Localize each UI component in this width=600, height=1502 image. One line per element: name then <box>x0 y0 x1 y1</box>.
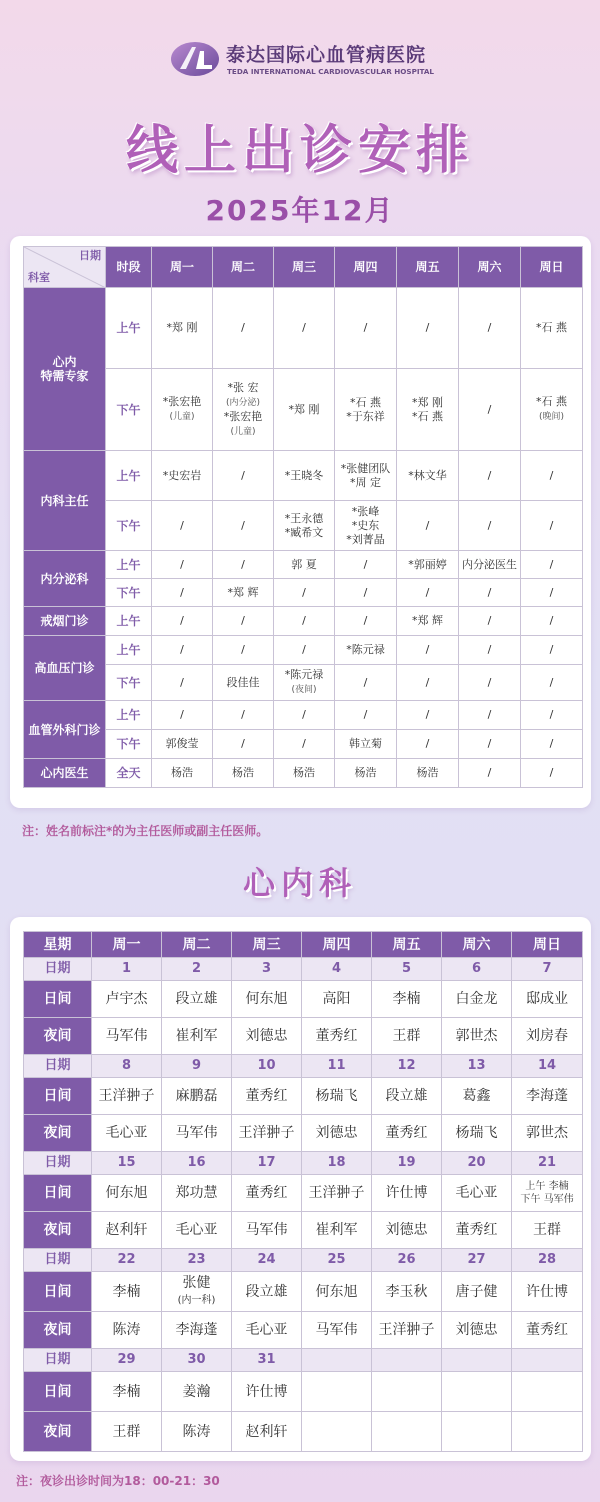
night-shift-cell: 刘房春 <box>512 1018 583 1055</box>
schedule-cell: / <box>152 551 213 579</box>
date-cell: 7 <box>512 958 583 981</box>
night-shift-cell: 崔利军 <box>302 1212 372 1249</box>
day-shift-cell: 段立雄 <box>162 981 232 1018</box>
day-shift-cell: 何东旭 <box>232 981 302 1018</box>
schedule-cell: / <box>274 636 335 665</box>
schedule-cell: 内分泌医生 <box>459 551 521 579</box>
night-shift-cell: 王洋翀子 <box>372 1312 442 1349</box>
night-shift-cell <box>512 1412 583 1452</box>
day-shift-cell: 卢宇杰 <box>92 981 162 1018</box>
period-label: 上午 <box>106 451 152 501</box>
date-cell: 8 <box>92 1055 162 1078</box>
date-cell: 11 <box>302 1055 372 1078</box>
night-shift-label: 夜间 <box>24 1115 92 1152</box>
dept-name: 心内医生 <box>24 759 106 788</box>
period-label: 下午 <box>106 369 152 451</box>
day-shift-cell: 何东旭 <box>92 1175 162 1212</box>
schedule-cell: *石 燕 *于东祥 <box>335 369 397 451</box>
date-cell <box>302 1349 372 1372</box>
day-shift-cell: 张健 (内一科) <box>162 1272 232 1312</box>
schedule-cell: / <box>213 701 274 730</box>
schedule-cell: *张 宏 (内分泌) *张宏艳 (儿童) <box>213 369 274 451</box>
day-header: 周二 <box>213 247 274 288</box>
period-label: 下午 <box>106 730 152 759</box>
day-shift-cell: 段立雄 <box>372 1078 442 1115</box>
day-header: 周日 <box>521 247 583 288</box>
doctor-title-note: 注：姓名前标注*的为主任医师或副主任医师。 <box>22 824 269 838</box>
schedule-cell: / <box>459 607 521 636</box>
schedule-cell: 杨浩 <box>213 759 274 788</box>
date-cell: 15 <box>92 1152 162 1175</box>
schedule-cell: / <box>397 730 459 759</box>
day-shift-cell: 李玉秋 <box>372 1272 442 1312</box>
schedule-cell: *林文华 <box>397 451 459 501</box>
schedule-cell: / <box>335 665 397 701</box>
day-shift-cell <box>512 1372 583 1412</box>
night-shift-cell: 王群 <box>512 1212 583 1249</box>
period-label: 上午 <box>106 701 152 730</box>
schedule-cell: *石 燕 (晚间) <box>521 369 583 451</box>
weekday-header: 周六 <box>442 932 512 958</box>
schedule-cell: *郑 辉 <box>213 579 274 607</box>
day-shift-cell: 高阳 <box>302 981 372 1018</box>
period-label: 上午 <box>106 607 152 636</box>
period-label: 上午 <box>106 636 152 665</box>
schedule-cell: / <box>521 579 583 607</box>
night-shift-cell <box>442 1412 512 1452</box>
date-row-label: 日期 <box>24 1055 92 1078</box>
day-header: 周三 <box>274 247 335 288</box>
day-shift-cell: 唐子健 <box>442 1272 512 1312</box>
schedule-cell: / <box>459 579 521 607</box>
day-shift-cell: 王洋翀子 <box>92 1078 162 1115</box>
date-cell: 31 <box>232 1349 302 1372</box>
dept-name: 内科主任 <box>24 451 106 551</box>
schedule-cell: *王晓冬 <box>274 451 335 501</box>
night-shift-cell: 王洋翀子 <box>232 1115 302 1152</box>
dept-name: 心内 特需专家 <box>24 288 106 451</box>
night-shift-cell: 刘德忠 <box>442 1312 512 1349</box>
schedule-cell: *张健团队 *周 定 <box>335 451 397 501</box>
weekday-header: 周五 <box>372 932 442 958</box>
night-shift-label: 夜间 <box>24 1312 92 1349</box>
schedule-cell: 韩立菊 <box>335 730 397 759</box>
day-shift-label: 日间 <box>24 1272 92 1312</box>
date-cell: 9 <box>162 1055 232 1078</box>
schedule-cell: / <box>459 759 521 788</box>
day-shift-cell: 李海蓬 <box>512 1078 583 1115</box>
day-shift-cell: 许仕博 <box>232 1372 302 1412</box>
date-cell: 6 <box>442 958 512 981</box>
date-cell: 29 <box>92 1349 162 1372</box>
period-header: 时段 <box>106 247 152 288</box>
day-shift-cell: 麻鹏磊 <box>162 1078 232 1115</box>
schedule-cell: / <box>152 501 213 551</box>
date-cell: 28 <box>512 1249 583 1272</box>
hospital-logo-icon <box>170 41 220 77</box>
schedule-cell: / <box>335 701 397 730</box>
date-row-label: 日期 <box>24 1249 92 1272</box>
schedule-cell: / <box>213 636 274 665</box>
day-shift-cell <box>442 1372 512 1412</box>
period-label: 下午 <box>106 665 152 701</box>
night-shift-label: 夜间 <box>24 1212 92 1249</box>
weekday-header: 周三 <box>232 932 302 958</box>
schedule-cell: / <box>521 551 583 579</box>
date-cell <box>442 1349 512 1372</box>
schedule-cell: / <box>213 451 274 501</box>
day-shift-cell: 邸成业 <box>512 981 583 1018</box>
date-cell: 27 <box>442 1249 512 1272</box>
day-shift-label: 日间 <box>24 981 92 1018</box>
corner-dept-label: 科室 <box>28 271 50 284</box>
schedule-cell: / <box>335 579 397 607</box>
night-shift-cell: 杨瑞飞 <box>442 1115 512 1152</box>
schedule-cell: *郭丽婷 <box>397 551 459 579</box>
schedule-cell: *郑 刚 *石 燕 <box>397 369 459 451</box>
month-label: 2025年12月 <box>205 194 395 227</box>
night-shift-cell: 赵利轩 <box>92 1212 162 1249</box>
night-shift-cell <box>302 1412 372 1452</box>
hospital-header <box>0 38 600 82</box>
period-label: 全天 <box>106 759 152 788</box>
date-cell: 12 <box>372 1055 442 1078</box>
day-shift-cell: 何东旭 <box>302 1272 372 1312</box>
schedule-cell: / <box>521 451 583 501</box>
schedule-cell: / <box>213 607 274 636</box>
day-shift-cell: 许仕博 <box>372 1175 442 1212</box>
schedule-cell: 杨浩 <box>397 759 459 788</box>
night-shift-cell: 董秀红 <box>442 1212 512 1249</box>
dept-name: 内分泌科 <box>24 551 106 607</box>
period-label: 下午 <box>106 501 152 551</box>
schedule-cell: / <box>274 730 335 759</box>
day-shift-label: 日间 <box>24 1078 92 1115</box>
schedule-cell: 郭俊莹 <box>152 730 213 759</box>
schedule-cell: / <box>152 665 213 701</box>
period-label: 上午 <box>106 551 152 579</box>
day-shift-cell: 董秀红 <box>232 1078 302 1115</box>
schedule-cell: *石 燕 <box>521 288 583 369</box>
duty-card <box>10 917 591 1461</box>
night-shift-cell: 马军伟 <box>232 1212 302 1249</box>
date-cell: 25 <box>302 1249 372 1272</box>
schedule-cell: / <box>397 701 459 730</box>
day-shift-cell: 段立雄 <box>232 1272 302 1312</box>
night-shift-cell: 崔利军 <box>162 1018 232 1055</box>
night-shift-cell: 马军伟 <box>162 1115 232 1152</box>
day-shift-cell <box>372 1372 442 1412</box>
schedule-cell: / <box>459 636 521 665</box>
schedule-cell: / <box>459 501 521 551</box>
night-shift-cell: 刘德忠 <box>302 1115 372 1152</box>
schedule-cell: / <box>152 607 213 636</box>
night-shift-cell: 毛心亚 <box>92 1115 162 1152</box>
date-cell: 22 <box>92 1249 162 1272</box>
night-shift-cell: 郭世杰 <box>512 1115 583 1152</box>
schedule-cell: *陈元禄 (夜间) <box>274 665 335 701</box>
day-shift-cell: 董秀红 <box>232 1175 302 1212</box>
day-shift-cell: 葛鑫 <box>442 1078 512 1115</box>
night-shift-cell: 马军伟 <box>302 1312 372 1349</box>
date-cell: 24 <box>232 1249 302 1272</box>
schedule-cell: *史宏岩 <box>152 451 213 501</box>
date-cell: 14 <box>512 1055 583 1078</box>
night-shift-cell: 王群 <box>92 1412 162 1452</box>
night-shift-cell: 赵利轩 <box>232 1412 302 1452</box>
day-shift-cell: 李楠 <box>92 1272 162 1312</box>
schedule-cell: / <box>459 288 521 369</box>
schedule-cell: / <box>335 551 397 579</box>
day-shift-label: 日间 <box>24 1372 92 1412</box>
schedule-cell: / <box>459 665 521 701</box>
corner-date-label: 日期 <box>79 249 101 262</box>
day-header: 周六 <box>459 247 521 288</box>
dept-name: 高血压门诊 <box>24 636 106 701</box>
schedule-cell: / <box>397 579 459 607</box>
day-shift-cell: 毛心亚 <box>442 1175 512 1212</box>
schedule-cell: *郑 刚 <box>152 288 213 369</box>
date-cell: 23 <box>162 1249 232 1272</box>
weekday-header: 周日 <box>512 932 583 958</box>
schedule-cell: / <box>213 501 274 551</box>
section-title: 心内科 <box>242 864 357 902</box>
schedule-cell: / <box>521 665 583 701</box>
day-shift-cell: 杨瑞飞 <box>302 1078 372 1115</box>
schedule-cell: / <box>397 665 459 701</box>
schedule-cell: 郭 夏 <box>274 551 335 579</box>
night-shift-cell: 刘德忠 <box>232 1018 302 1055</box>
day-header: 周五 <box>397 247 459 288</box>
night-shift-cell: 毛心亚 <box>232 1312 302 1349</box>
schedule-cell: *张宏艳 (儿童) <box>152 369 213 451</box>
night-shift-label: 夜间 <box>24 1412 92 1452</box>
period-label: 上午 <box>106 288 152 369</box>
date-cell: 3 <box>232 958 302 981</box>
night-shift-cell: 陈涛 <box>162 1412 232 1452</box>
schedule-cell: / <box>397 636 459 665</box>
night-shift-cell: 毛心亚 <box>162 1212 232 1249</box>
schedule-cell: 杨浩 <box>335 759 397 788</box>
night-shift-label: 夜间 <box>24 1018 92 1055</box>
day-shift-cell <box>302 1372 372 1412</box>
day-shift-cell: 上午 李楠 下午 马军伟 <box>512 1175 583 1212</box>
schedule-cell: / <box>459 730 521 759</box>
duty-roster-table <box>23 931 583 1452</box>
schedule-cell: / <box>335 288 397 369</box>
schedule-cell: / <box>521 607 583 636</box>
week-header: 星期 <box>24 932 92 958</box>
day-shift-cell: 王洋翀子 <box>302 1175 372 1212</box>
schedule-cell: / <box>459 369 521 451</box>
day-header: 周四 <box>335 247 397 288</box>
date-cell: 2 <box>162 958 232 981</box>
date-row-label: 日期 <box>24 1349 92 1372</box>
date-cell: 1 <box>92 958 162 981</box>
schedule-cell: / <box>521 759 583 788</box>
schedule-cell: / <box>274 701 335 730</box>
day-shift-cell: 许仕博 <box>512 1272 583 1312</box>
day-shift-cell: 郑功慧 <box>162 1175 232 1212</box>
schedule-cell: / <box>274 607 335 636</box>
schedule-cell: / <box>152 701 213 730</box>
schedule-cell: 杨浩 <box>274 759 335 788</box>
schedule-cell: *陈元禄 <box>335 636 397 665</box>
schedule-cell: / <box>335 607 397 636</box>
schedule-cell: *王永德 *臧希文 <box>274 501 335 551</box>
night-shift-cell: 李海蓬 <box>162 1312 232 1349</box>
schedule-cell: / <box>459 701 521 730</box>
day-shift-cell: 白金龙 <box>442 981 512 1018</box>
hospital-name: 泰达国际心血管病医院 <box>226 44 427 66</box>
schedule-cell: / <box>459 451 521 501</box>
night-shift-cell: 陈涛 <box>92 1312 162 1349</box>
page-title: 线上出诊安排 <box>125 121 474 181</box>
schedule-cell: / <box>213 288 274 369</box>
date-cell: 13 <box>442 1055 512 1078</box>
period-label: 下午 <box>106 579 152 607</box>
schedule-cell: / <box>152 579 213 607</box>
night-shift-cell: 董秀红 <box>372 1115 442 1152</box>
weekday-header: 周四 <box>302 932 372 958</box>
schedule-cell: *张峰 *史东 *刘菁晶 <box>335 501 397 551</box>
date-row-label: 日期 <box>24 958 92 981</box>
schedule-cell: 段佳佳 <box>213 665 274 701</box>
outpatient-schedule-table <box>23 246 583 788</box>
night-shift-cell: 刘德忠 <box>372 1212 442 1249</box>
date-cell: 26 <box>372 1249 442 1272</box>
schedule-cell: / <box>274 579 335 607</box>
date-cell: 4 <box>302 958 372 981</box>
day-header: 周一 <box>152 247 213 288</box>
date-cell: 16 <box>162 1152 232 1175</box>
night-clinic-note: 注：夜诊出诊时间为18：00-21：30 <box>16 1474 220 1488</box>
schedule-cell: 杨浩 <box>152 759 213 788</box>
schedule-cell: / <box>521 501 583 551</box>
schedule-cell: / <box>213 730 274 759</box>
schedule-cell: / <box>397 501 459 551</box>
date-cell: 20 <box>442 1152 512 1175</box>
dept-name: 戒烟门诊 <box>24 607 106 636</box>
date-cell <box>512 1349 583 1372</box>
schedule-cell: / <box>397 288 459 369</box>
date-cell: 5 <box>372 958 442 981</box>
date-cell: 19 <box>372 1152 442 1175</box>
schedule-cell: / <box>152 636 213 665</box>
date-cell <box>372 1349 442 1372</box>
night-shift-cell: 王群 <box>372 1018 442 1055</box>
schedule-cell: / <box>521 701 583 730</box>
schedule-cell: *郑 辉 <box>397 607 459 636</box>
schedule-cell: / <box>521 730 583 759</box>
hospital-english-name: TEDA INTERNATIONAL CARDIOVASCULAR HOSPITAL <box>227 67 435 76</box>
night-shift-cell <box>372 1412 442 1452</box>
night-shift-cell: 董秀红 <box>512 1312 583 1349</box>
date-row-label: 日期 <box>24 1152 92 1175</box>
schedule-card <box>10 236 591 808</box>
dept-name: 血管外科门诊 <box>24 701 106 759</box>
schedule-cell: / <box>213 551 274 579</box>
night-shift-cell: 郭世杰 <box>442 1018 512 1055</box>
night-shift-cell: 董秀红 <box>302 1018 372 1055</box>
schedule-cell: / <box>274 288 335 369</box>
weekday-header: 周二 <box>162 932 232 958</box>
day-shift-cell: 李楠 <box>92 1372 162 1412</box>
day-shift-cell: 姜瀚 <box>162 1372 232 1412</box>
date-cell: 10 <box>232 1055 302 1078</box>
date-cell: 21 <box>512 1152 583 1175</box>
date-cell: 17 <box>232 1152 302 1175</box>
date-cell: 30 <box>162 1349 232 1372</box>
schedule-cell: *郑 刚 <box>274 369 335 451</box>
table-corner <box>24 247 106 288</box>
night-shift-cell: 马军伟 <box>92 1018 162 1055</box>
day-shift-label: 日间 <box>24 1175 92 1212</box>
date-cell: 18 <box>302 1152 372 1175</box>
schedule-cell: / <box>521 636 583 665</box>
weekday-header: 周一 <box>92 932 162 958</box>
day-shift-cell: 李楠 <box>372 981 442 1018</box>
